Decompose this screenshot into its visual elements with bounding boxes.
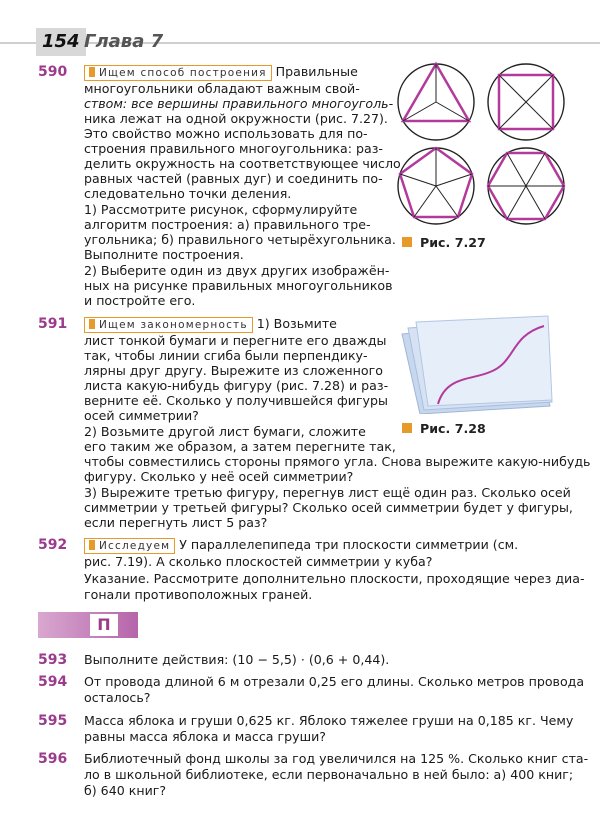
- problem-590-line-8: следовательно точки деления.: [84, 186, 292, 201]
- tag-search-construction: Ищем способ построения: [84, 65, 272, 81]
- section-badge: [38, 612, 138, 638]
- problem-590-line-4: Это свойство можно использовать для по-: [84, 126, 368, 141]
- figure-7-28: [398, 314, 558, 414]
- problem-591-line-8: его таким же образом, а затем перегните так,: [84, 439, 396, 454]
- exercise-596-line-0: Библиотечный фонд школы за год увеличился на 125 %. Сколько книг ста-: [84, 751, 589, 766]
- paper-layer-front: [416, 316, 552, 406]
- problem-number-592: 592: [38, 537, 68, 553]
- exercise-number-593: 593: [38, 652, 68, 668]
- tag-investigate: Исследуем: [84, 538, 175, 554]
- problem-590-line-0: Ищем способ построения Правильные: [84, 64, 384, 81]
- problem-591-line-12: симметрии у третьей фигуры? Сколько осей симметрии будет у фигуры,: [84, 500, 573, 515]
- problem-591-line-0: Ищем закономерность 1) Возьмите: [84, 316, 384, 333]
- problem-592-line-0: Исследуем У параллелепипеда три плоскости симметрии (см.: [84, 537, 564, 554]
- figure-7-28-caption: Рис. 7.28: [402, 421, 486, 436]
- problem-590-line-12: Выполните построения.: [84, 247, 244, 262]
- problem-591-line-7: 2) Возьмите другой лист бумаги, сложите: [84, 424, 366, 439]
- caption-marker: [402, 423, 412, 433]
- problem-590-line-11: угольника; б) правильного четырёхугольника.: [84, 232, 396, 247]
- exercise-596-line-1: ло в школьной библиотеке, если первоначально в ней было: а) 400 книг;: [84, 767, 574, 782]
- page-header: [0, 14, 600, 52]
- problem-591-line-4: листа какую-нибудь фигуру (рис. 7.28) и раз-: [84, 378, 389, 393]
- figure-7-27: [394, 60, 574, 230]
- tag-search-pattern: Ищем закономерность: [84, 317, 253, 333]
- problem-591-line-2: так, чтобы линии сгиба были перпендику-: [84, 348, 368, 363]
- problem-591-line-3: лярны друг другу. Вырежите из сложенного: [84, 363, 383, 378]
- problem-591-line-5: верните её. Сколько у получившейся фигуры: [84, 393, 388, 408]
- problem-590-line-14: ных на рисунке правильных многоугольников: [84, 278, 393, 293]
- problem-590-line-15: и постройте его.: [84, 293, 196, 308]
- problem-number-591: 591: [38, 316, 68, 332]
- exercise-number-594: 594: [38, 674, 68, 690]
- chapter-title: Глава 7: [84, 31, 164, 52]
- exercise-number-596: 596: [38, 751, 68, 767]
- problem-591-line-6: осей симметрии?: [84, 408, 199, 423]
- problem-590-line-13: 2) Выберите один из двух других изображён-: [84, 263, 390, 278]
- problem-590-line-7: равных частей (равных дуг) и соединить по-: [84, 171, 383, 186]
- caption-marker: [402, 237, 412, 247]
- problem-592-line-1: рис. 7.19). А сколько плоскостей симметрии у куба?: [84, 554, 433, 569]
- problem-590-line-3: ника лежат на одной окружности (рис. 7.27).: [84, 111, 388, 126]
- problem-590-line-2: ством: все вершины правильного многоуголь-: [84, 96, 394, 111]
- section-badge-letter: П: [90, 614, 118, 636]
- problem-592-line-3: гонали противоположных граней.: [84, 587, 313, 602]
- problem-590-line-5: строения правильного многоугольника: раз-: [84, 141, 383, 156]
- exercise-594-line-1: осталось?: [84, 690, 151, 705]
- problem-591-line-13: если перегнуть лист 5 раз?: [84, 515, 268, 530]
- problem-590-line-6: делить окружность на соответствующее число: [84, 156, 401, 171]
- exercise-number-595: 595: [38, 713, 68, 729]
- exercise-593-line-0: Выполните действия: (10 − 5,5) · (0,6 + 0,44).: [84, 652, 390, 667]
- problem-number-590: 590: [38, 64, 68, 80]
- problem-591-line-11: 3) Вырежите третью фигуру, перегнув лист ещё один раз. Сколько осей: [84, 485, 571, 500]
- exercise-594-line-0: От провода длиной 6 м отрезали 0,25 его длины. Сколько метров провода: [84, 674, 585, 689]
- exercise-595-line-0: Масса яблока и груши 0,625 кг. Яблоко тяжелее груши на 0,185 кг. Чему: [84, 713, 574, 728]
- problem-590-line-1: многоугольники обладают важным свой-: [84, 81, 360, 96]
- exercise-595-line-1: равны масса яблока и масса груши?: [84, 729, 326, 744]
- figure-7-27-caption: Рис. 7.27: [402, 235, 486, 250]
- exercise-596-line-2: б) 640 книг?: [84, 783, 167, 798]
- page-number: 154: [36, 28, 86, 56]
- problem-590-line-9: 1) Рассмотрите рисунок, сформулируйте: [84, 202, 358, 217]
- problem-590-line-10: алгоритм построения: а) правильного тре-: [84, 217, 371, 232]
- problem-591-line-10: фигуру. Сколько у неё осей симметрии?: [84, 469, 354, 484]
- problem-591-line-1: лист тонкой бумаги и перегните его дважды: [84, 333, 387, 348]
- problem-591-line-9: чтобы совместились стороны прямого угла. Снова вырежите какую-нибудь: [84, 454, 591, 469]
- problem-592-line-2: Указание. Рассмотрите дополнительно плоскости, проходящие через диа-: [84, 571, 585, 586]
